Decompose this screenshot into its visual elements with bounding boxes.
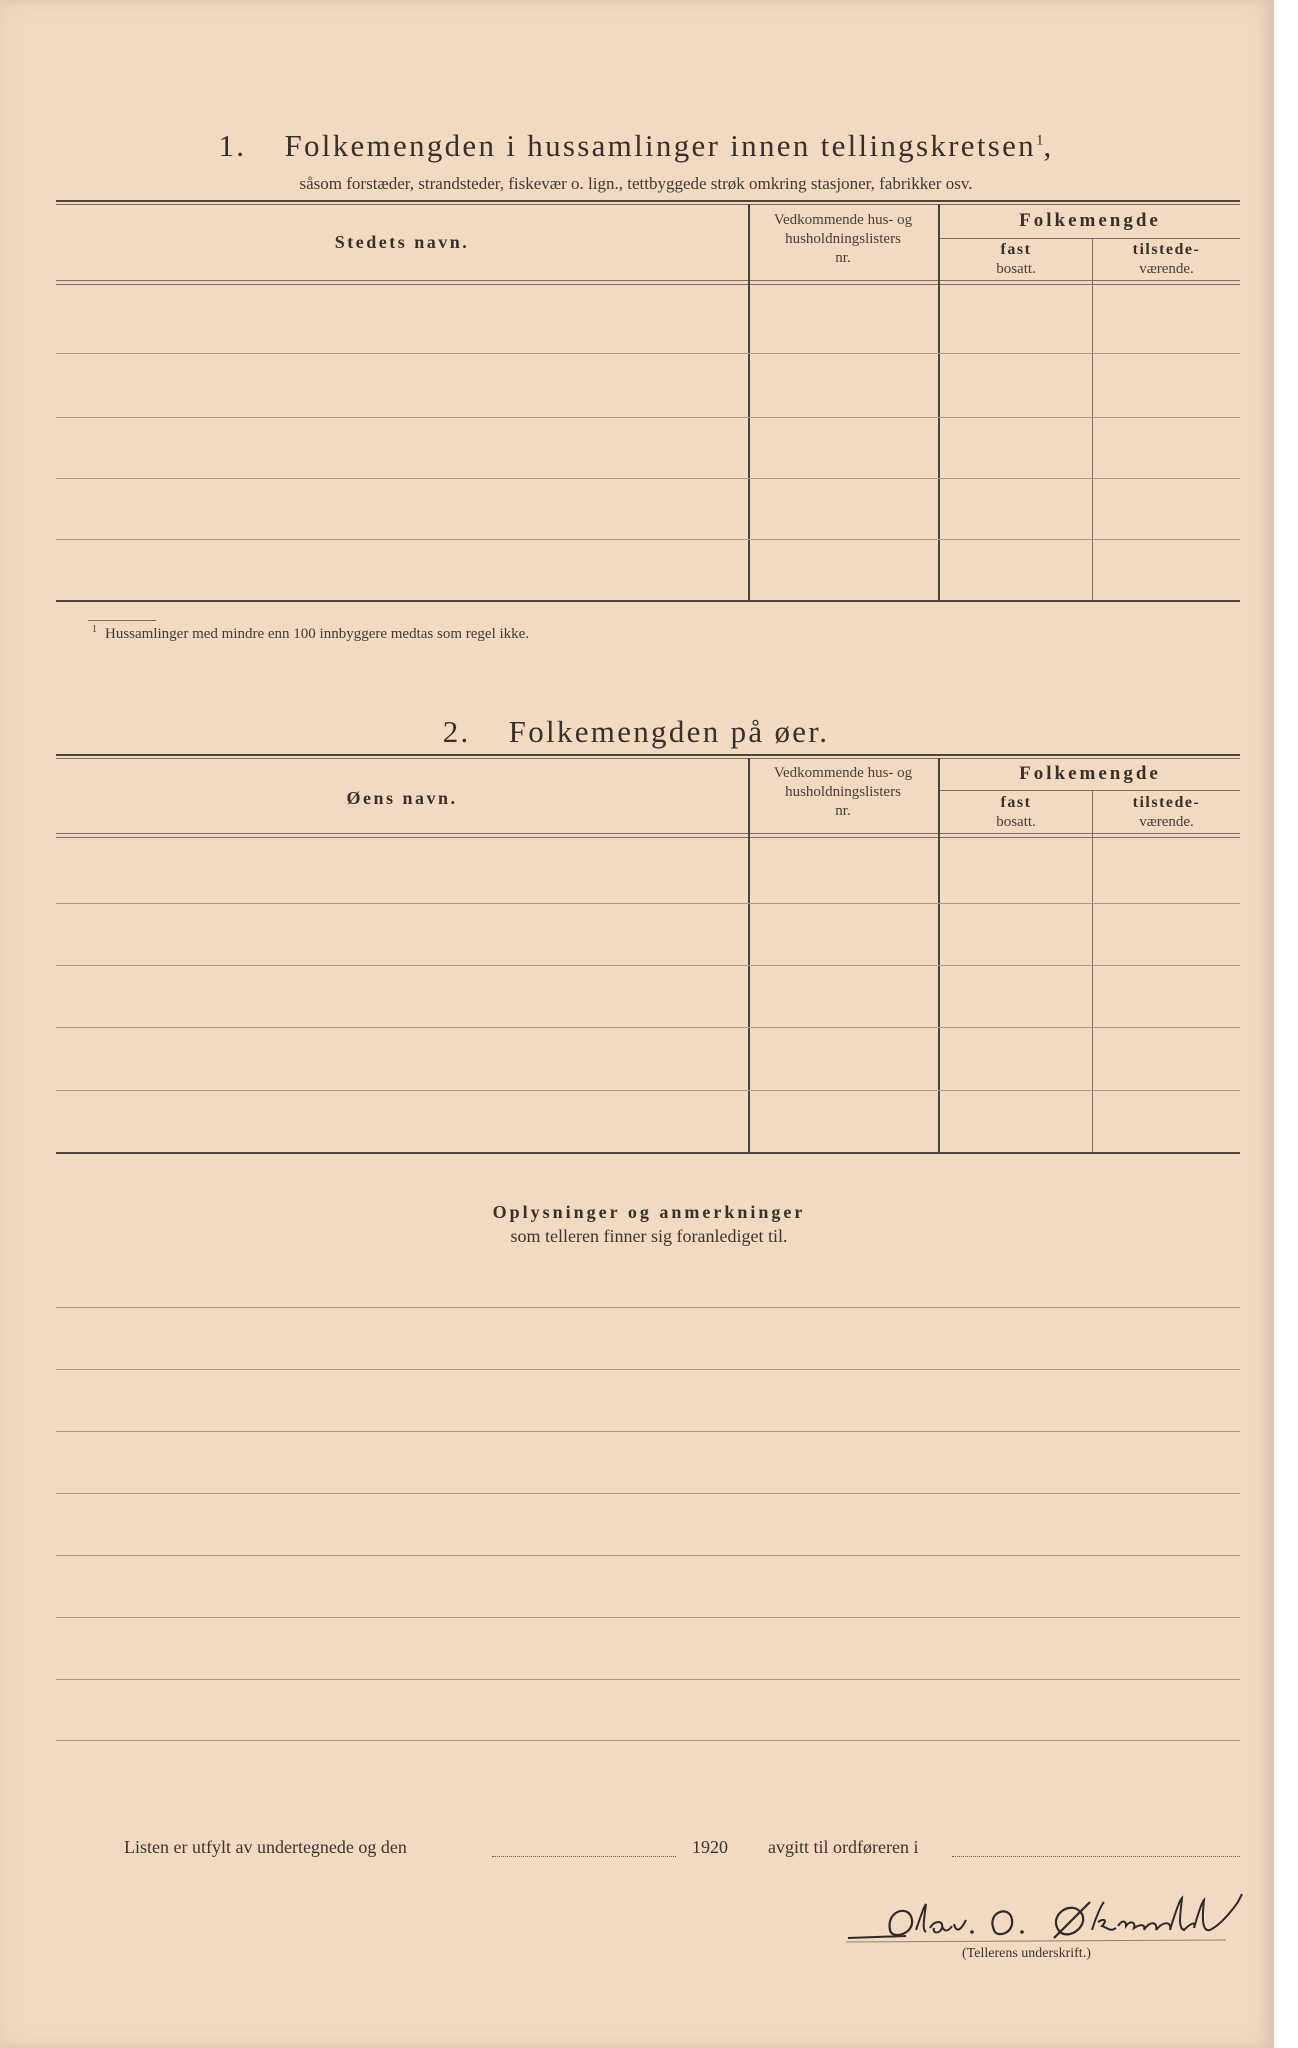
section1-row-line (56, 539, 1240, 540)
section2-row-line (56, 965, 1240, 966)
section1-col-fast-label: fast (1000, 241, 1032, 258)
section1-col-tilstede-header (1093, 240, 1240, 279)
section1-subtitle: såsom forstæder, strandsteder, fiskevær o. lign., tettbyggede strøk omkring stasjoner, fabrikker osv. (299, 174, 973, 193)
section2-number: 2. (442, 714, 471, 749)
section2-col-tilstede-sublabel: værende. (1139, 814, 1194, 830)
section2-table-top-rule-inner (56, 758, 1240, 759)
notes-line (56, 1555, 1240, 1556)
section1-col-divider-1 (748, 204, 750, 600)
section2-col-divider-2 (938, 758, 940, 1152)
footnote-mark: 1 (92, 624, 97, 635)
section1-col-tilstede-sublabel: værende. (1139, 261, 1194, 277)
section1-table-top-rule (56, 200, 1240, 202)
section1-row-line (56, 417, 1240, 418)
section1-title-text: Folkemengden i hussamlinger innen tellingskretsen (284, 128, 1036, 163)
section1-col-pop-header: Folkemengde (1019, 210, 1161, 231)
section2-header-bottom-rule-inner (56, 837, 1240, 838)
section2-col-name-header: Øens navn. (346, 788, 458, 808)
section1-col-list-line3: nr. (835, 250, 851, 266)
section2-col-pop-header: Folkemengde (1019, 763, 1161, 784)
signature-label: (Tellerens underskrift.) (962, 1946, 1091, 1961)
section2-col-divider-1 (748, 758, 750, 1152)
section2-col-divider-3 (1092, 790, 1093, 1152)
section2-col-fast-sublabel: bosatt. (996, 814, 1036, 830)
section1-col-fast-header (940, 240, 1092, 279)
closing-text-part2: avgitt til ordføreren i (768, 1837, 919, 1857)
section1-table-top-rule-inner (56, 204, 1240, 205)
section2-pop-divider (940, 790, 1240, 791)
section1-col-name-header: Stedets navn. (334, 232, 470, 252)
date-blank-line (492, 1856, 676, 1857)
section2-table-bottom-rule (56, 1152, 1240, 1154)
section1-header-bottom-rule-inner (56, 284, 1240, 285)
section2-col-list-header (750, 764, 936, 821)
section2-title (0, 714, 1272, 750)
section2-col-list-line2: husholdningslisters (785, 784, 901, 800)
municipality-blank-line (952, 1856, 1240, 1857)
section2-col-fast-header (940, 793, 1092, 832)
section2-col-fast-label: fast (1000, 794, 1032, 811)
section2-col-tilstede-header (1093, 793, 1240, 832)
section1-number: 1. (218, 128, 247, 163)
closing-year: 1920 (692, 1837, 728, 1857)
section2-title-text: Folkemengden på øer. (508, 714, 830, 749)
section1-col-list-line1: Vedkommende hus- og (773, 212, 913, 228)
section2-table-top-rule (56, 754, 1240, 756)
section2-col-tilstede-label: tilstede- (1132, 794, 1201, 811)
section1-col-fast-sublabel: bosatt. (996, 261, 1036, 277)
notes-line (56, 1617, 1240, 1618)
section1-header-bottom-rule (56, 280, 1240, 281)
section2-header-bottom-rule (56, 833, 1240, 834)
closing-text-part1: Listen er utfylt av undertegnede og den (124, 1837, 407, 1857)
footnote (92, 624, 529, 643)
notes-line (56, 1679, 1240, 1680)
notes-line (56, 1740, 1240, 1741)
section1-col-tilstede-label: tilstede- (1132, 241, 1201, 258)
notes-line (56, 1307, 1240, 1308)
section2-row-line (56, 1027, 1240, 1028)
section2-row-line (56, 1090, 1240, 1091)
section1-pop-divider (940, 238, 1240, 239)
notes-subtitle: som telleren finner sig foranlediget til. (510, 1226, 788, 1246)
section1-col-divider-3 (1092, 238, 1093, 600)
section1-title-comma: , (1043, 128, 1054, 163)
section1-title-footnote-mark: 1 (1035, 132, 1044, 149)
section1-title (0, 128, 1272, 164)
section1-table-bottom-rule (56, 600, 1240, 602)
footnote-rule (88, 620, 156, 621)
notes-line (56, 1431, 1240, 1432)
section2-col-list-line3: nr. (835, 803, 851, 819)
section1-row-line (56, 353, 1240, 354)
notes-line (56, 1493, 1240, 1494)
section1-row-line (56, 478, 1240, 479)
section1-col-list-header (750, 211, 936, 268)
notes-title: Oplysninger og anmerkninger (492, 1202, 806, 1222)
section2-col-list-line1: Vedkommende hus- og (773, 765, 913, 781)
section1-col-divider-2 (938, 204, 940, 600)
footnote-text: Hussamlinger med mindre enn 100 innbyggere medtas som regel ikke. (105, 626, 530, 642)
notes-line (56, 1369, 1240, 1370)
section1-col-list-line2: husholdningslisters (785, 231, 901, 247)
section2-row-line (56, 903, 1240, 904)
teller-signature (846, 1890, 1250, 1954)
